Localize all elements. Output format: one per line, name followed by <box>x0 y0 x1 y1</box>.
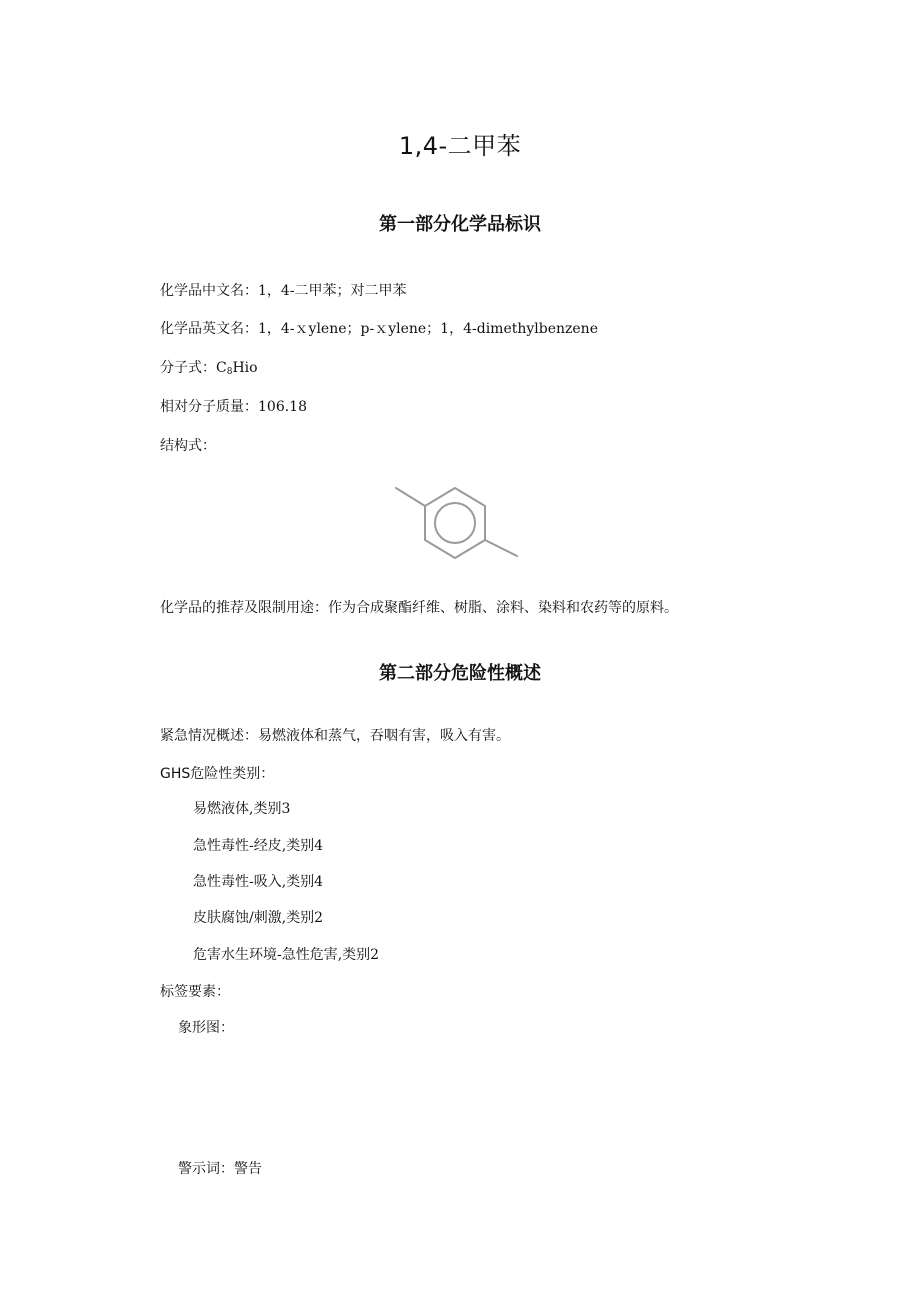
section-1-heading: 第一部分化学品标识 <box>379 214 541 235</box>
signal-word-line: 警示词：警告 <box>178 1161 262 1177</box>
structural-formula-diagram <box>390 478 530 564</box>
ghs-category-label <box>160 763 274 783</box>
benzene-ring-circle <box>435 503 475 543</box>
ghs-prefix: GHS <box>160 766 191 782</box>
structure-label: 结构式： <box>160 438 216 454</box>
english-name-line: 化学品英文名：1，4-ｘylene；p-ｘylene；1，4-dimethylbenzene <box>160 321 598 337</box>
usage-line: 化学品的推荐及限制用途：作为合成聚酯纤维、树脂、涂料、染料和农药等的原料。 <box>160 600 678 616</box>
hazard-category-item: 易燃液体,类别3 <box>193 801 291 817</box>
pictogram-label: 象形图： <box>178 1020 234 1036</box>
formula-label: 分子式： <box>160 360 216 376</box>
molecular-formula-line <box>160 357 258 377</box>
formula-subscript: 8 <box>226 367 233 377</box>
emergency-overview-line: 紧急情况概述：易燃液体和蒸气，吞咽有害，吸入有害。 <box>160 728 510 744</box>
formula-rest: Hio <box>232 360 258 376</box>
methyl-bond-right <box>485 540 517 556</box>
chinese-name-line: 化学品中文名：1，4-二甲苯；对二甲苯 <box>160 283 407 299</box>
ghs-label-text: 危险性类别： <box>190 766 275 782</box>
label-elements-heading: 标签要素： <box>160 984 230 1000</box>
section-2-heading: 第二部分危险性概述 <box>379 663 541 684</box>
hazard-category-item: 皮肤腐蚀/刺激,类别2 <box>193 910 324 926</box>
formula-carbon: C <box>216 360 227 376</box>
molar-mass-line: 相对分子质量：106.18 <box>160 399 307 415</box>
hazard-category-item: 危害水生环境-急性危害,类别2 <box>193 947 380 963</box>
document-title: 1,4-二甲苯 <box>398 132 522 160</box>
hazard-category-item: 急性毒性-吸入,类别4 <box>193 874 324 890</box>
methyl-bond-left <box>396 488 425 506</box>
hazard-category-item: 急性毒性-经皮,类别4 <box>193 838 324 854</box>
